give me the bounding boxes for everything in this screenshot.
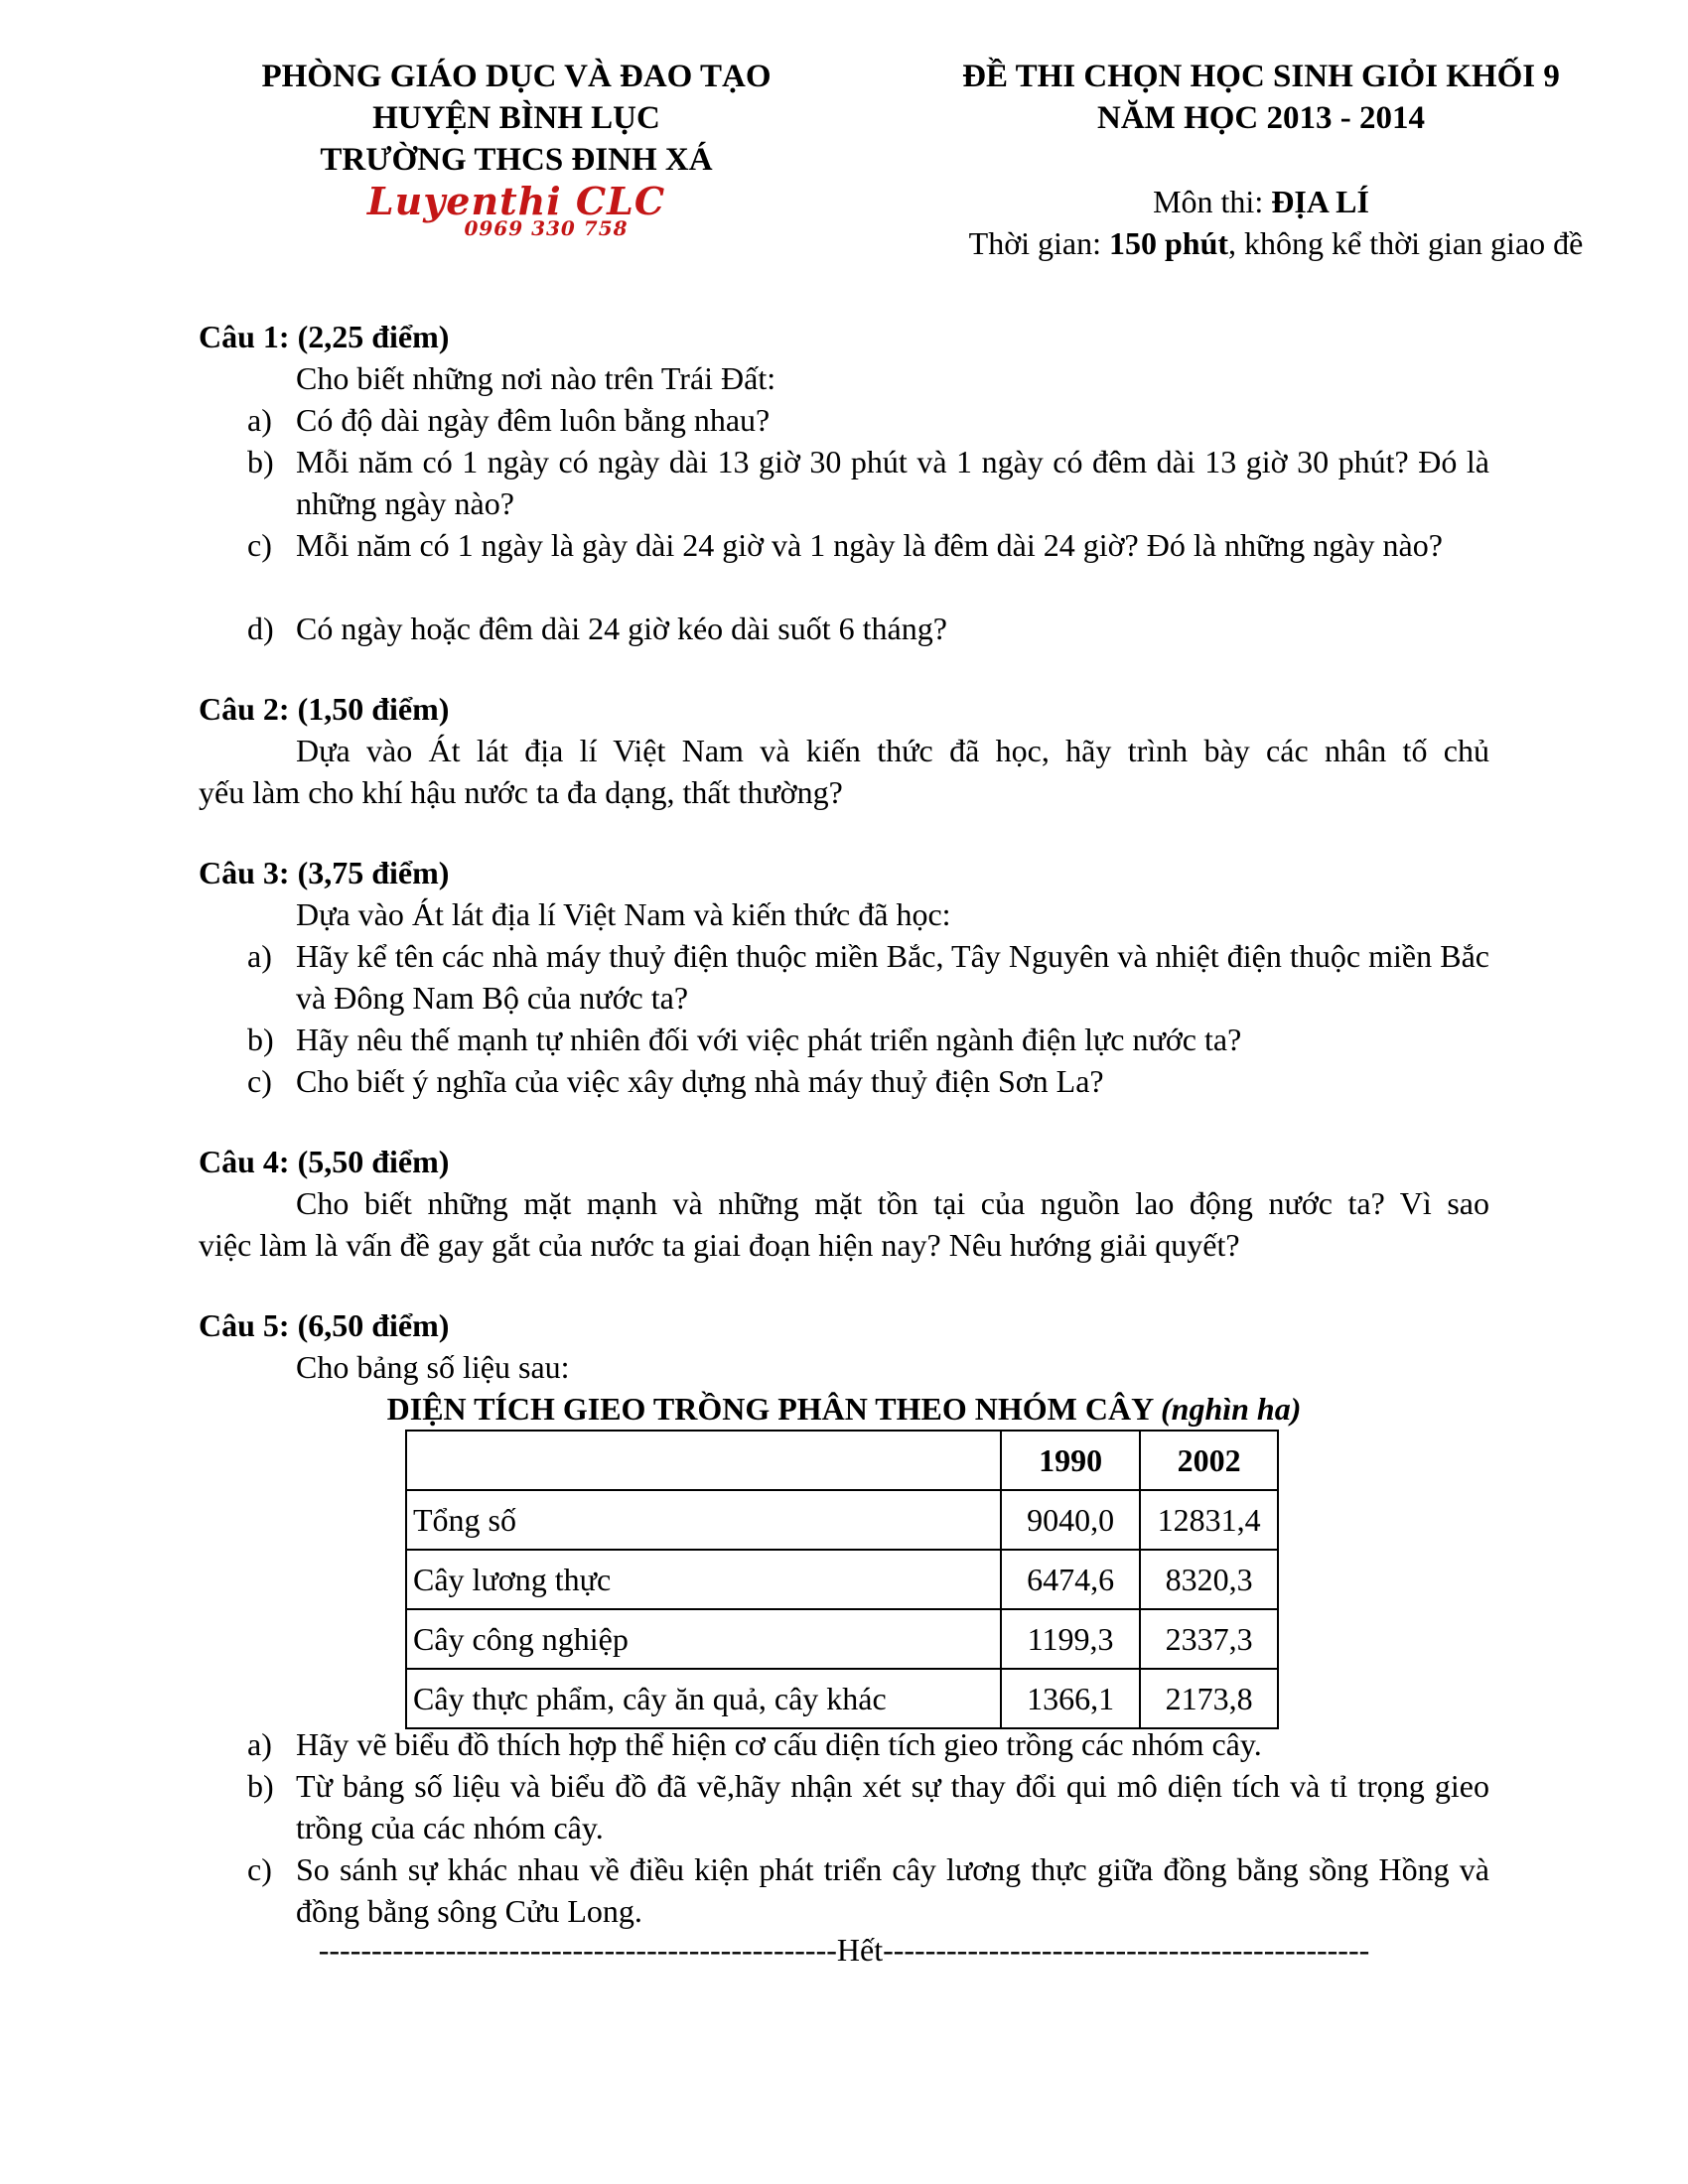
q2-title: Câu 2: (1,50 điểm) bbox=[199, 691, 450, 727]
table-header-cell bbox=[406, 1431, 1001, 1490]
item-label: c) bbox=[247, 1851, 272, 1887]
q3-intro: Dựa vào Át lát địa lí Việt Nam và kiến thức đã học: bbox=[296, 896, 951, 932]
item-text: Cho biết ý nghĩa của việc xây dựng nhà máy thuỷ điện Sơn La? bbox=[296, 1063, 1104, 1099]
subject-value: ĐỊA LÍ bbox=[1271, 184, 1369, 219]
item-label: b) bbox=[247, 444, 274, 479]
table-cell: 1199,3 bbox=[1001, 1609, 1140, 1669]
table-row bbox=[406, 1609, 1278, 1669]
logo-phone: 0969 330 758 bbox=[464, 216, 629, 240]
header-left-line2: HUYỆN BÌNH LỤC bbox=[372, 100, 660, 136]
table-cell: Cây công nghiệp bbox=[406, 1609, 1001, 1669]
table-unit: (nghìn ha) bbox=[1160, 1391, 1302, 1427]
item-label: c) bbox=[247, 1063, 272, 1099]
time-line bbox=[854, 222, 1688, 264]
q5-title: Câu 5: (6,50 điểm) bbox=[199, 1307, 450, 1343]
table-title bbox=[199, 1388, 1489, 1430]
table-cell: 12831,4 bbox=[1140, 1490, 1278, 1550]
q4-para-first: Cho biết những mặt mạnh và những mặt tồn tại của nguồn lao động nước ta? Vì sao bbox=[296, 1185, 1489, 1221]
q5-intro: Cho bảng số liệu sau: bbox=[296, 1349, 570, 1385]
table-header-cell: 1990 bbox=[1001, 1431, 1140, 1490]
table-cell: 1366,1 bbox=[1001, 1669, 1140, 1728]
table-cell: Tổng số bbox=[406, 1490, 1001, 1550]
q2-para-first: Dựa vào Át lát địa lí Việt Nam và kiến thức đã học, hãy trình bày các nhân tố chủ bbox=[296, 733, 1489, 768]
header-left-line3: TRƯỜNG THCS ĐINH XÁ bbox=[320, 142, 713, 178]
item-text: So sánh sự khác nhau về điều kiện phát triển cây lương thực giữa đồng bằng sồng Hồng và đồng bằng sông Cửu Long. bbox=[296, 1851, 1489, 1929]
item-text: Hãy vẽ biểu đồ thích hợp thể hiện cơ cấu diện tích gieo trồng các nhóm cây. bbox=[296, 1726, 1262, 1762]
logo-text: Luyenthi CLC bbox=[366, 179, 666, 223]
item-text: Mỗi năm có 1 ngày có ngày dài 13 giờ 30 phút và 1 ngày có đêm dài 13 giờ 30 phút? Đó là những ngày nào? bbox=[296, 444, 1489, 521]
subject-line bbox=[854, 181, 1668, 222]
subject-label: Môn thi: bbox=[1153, 184, 1272, 219]
table-cell: 2173,8 bbox=[1140, 1669, 1278, 1728]
table-cell: 2337,3 bbox=[1140, 1609, 1278, 1669]
item-text: Hãy kể tên các nhà máy thuỷ điện thuộc miền Bắc, Tây Nguyên và nhiệt điện thuộc miền Bắc và Đông Nam Bộ của nước ta? bbox=[296, 938, 1489, 1016]
time-label: Thời gian: bbox=[968, 225, 1109, 261]
table-row bbox=[406, 1669, 1278, 1728]
table-header-row bbox=[406, 1431, 1278, 1490]
item-label: a) bbox=[247, 402, 272, 438]
end-marker: -------------------------------------------------Hết---------------------------------------------- bbox=[318, 1932, 1370, 1968]
item-label: b) bbox=[247, 1022, 274, 1057]
table-cell: 8320,3 bbox=[1140, 1550, 1278, 1609]
item-text: Mỗi năm có 1 ngày là gày dài 24 giờ và 1 ngày là đêm dài 24 giờ? Đó là những ngày nào? bbox=[296, 527, 1443, 563]
item-label: a) bbox=[247, 1726, 272, 1762]
header-right-line1: ĐỀ THI CHỌN HỌC SINH GIỎI KHỐI 9 bbox=[962, 59, 1560, 94]
table-cell: 9040,0 bbox=[1001, 1490, 1140, 1550]
data-table bbox=[405, 1430, 1279, 1729]
table-cell: Cây thực phẩm, cây ăn quả, cây khác bbox=[406, 1669, 1001, 1728]
q1-title: Câu 1: (2,25 điểm) bbox=[199, 319, 450, 354]
q4-title: Câu 4: (5,50 điểm) bbox=[199, 1144, 450, 1179]
q1-intro: Cho biết những nơi nào trên Trái Đất: bbox=[296, 360, 776, 396]
header-right-line2: NĂM HỌC 2013 - 2014 bbox=[1097, 100, 1425, 136]
item-text: Có độ dài ngày đêm luôn bằng nhau? bbox=[296, 402, 771, 438]
table-row bbox=[406, 1550, 1278, 1609]
item-label: a) bbox=[247, 938, 272, 974]
item-text: Hãy nêu thế mạnh tự nhiên đối với việc phát triển ngành điện lực nước ta? bbox=[296, 1022, 1242, 1057]
item-label: c) bbox=[247, 527, 272, 563]
item-text: Từ bảng số liệu và biểu đồ đã vẽ,hãy nhận xét sự thay đổi qui mô diện tích và tỉ trọng gieo trồng của các nhóm cây. bbox=[296, 1768, 1489, 1845]
item-label: b) bbox=[247, 1768, 274, 1804]
header-left-line1: PHÒNG GIÁO DỤC VÀ ĐAO TẠO bbox=[261, 59, 772, 94]
q2-para-rest: yếu làm cho khí hậu nước ta đa dạng, thất thường? bbox=[199, 774, 843, 810]
q4-para-rest: việc làm là vấn đề gay gắt của nước ta giai đoạn hiện nay? Nêu hướng giải quyết? bbox=[199, 1227, 1240, 1263]
table-cell: Cây lương thực bbox=[406, 1550, 1001, 1609]
table-header-cell: 2002 bbox=[1140, 1431, 1278, 1490]
q3-title: Câu 3: (3,75 điểm) bbox=[199, 855, 450, 890]
table-row bbox=[406, 1490, 1278, 1550]
item-text: Có ngày hoặc đêm dài 24 giờ kéo dài suốt 6 tháng? bbox=[296, 611, 947, 646]
time-value: 150 phút bbox=[1109, 225, 1229, 261]
table-cell: 6474,6 bbox=[1001, 1550, 1140, 1609]
time-suffix: , không kể thời gian giao đề bbox=[1228, 225, 1584, 261]
table-title-text: DIỆN TÍCH GIEO TRỒNG PHÂN THEO NHÓM CÂY bbox=[386, 1391, 1161, 1427]
item-label: d) bbox=[247, 611, 274, 646]
